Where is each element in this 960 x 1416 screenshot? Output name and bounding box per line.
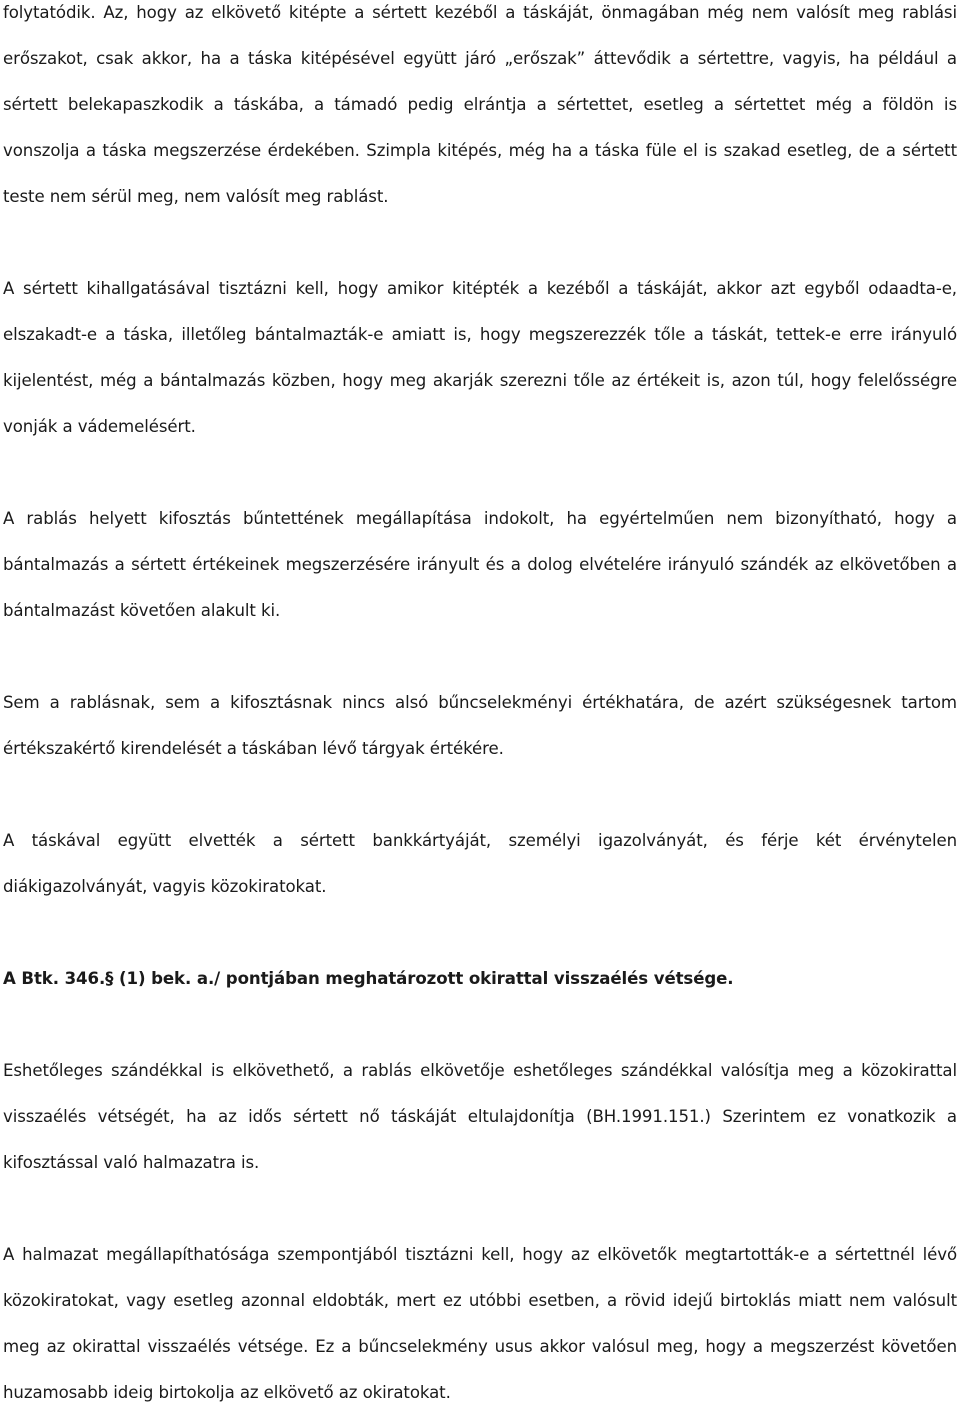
paragraph-3: A rablás helyett kifosztás bűntettének megállapítása indokolt, ha egyértelműen nem bizonyítható, hogy a bántalmazás a sértett értékeinek megszerzésére irányult és a dolog elvételére irányuló szándék az elkövetőben a bántalmazást követően alakult ki. xyxy=(3,509,957,620)
paragraph-5: A táskával együtt elvették a sértett bankkártyáját, személyi igazolványát, és férje két érvénytelen diákigazolványát, vagyis közokiratokat. xyxy=(3,831,957,896)
document-page xyxy=(3,0,957,1416)
paragraph-2: A sértett kihallgatásával tisztázni kell, hogy amikor kitépték a kezéből a táskáját, akkor azt egyből odaadta-e, elszakadt-e a táska, illetőleg bántalmazták-e amiatt is, hogy megszerezzék tőle a táskát, tettek-e erre irányuló kijelentést, még a bántalmazás közben, hogy meg akarják szerezni tőle az értékeit is, azon túl, hogy felelősségre vonják a vádemelésért. xyxy=(3,279,957,436)
paragraph-4: Sem a rablásnak, sem a kifosztásnak nincs alsó bűncselekményi értékhatára, de azért szükségesnek tartom értékszakértő kirendelését a táskában lévő tárgyak értékére. xyxy=(3,693,957,758)
paragraph-7: A halmazat megállapíthatósága szempontjából tisztázni kell, hogy az elkövetők megtartották-e a sértettnél lévő közokiratokat, vagy esetleg azonnal eldobták, mert ez utóbbi esetben, a rövid idejű birtoklás miatt nem valósult meg az okirattal visszaélés vétsége. Ez a bűncselekmény usus akkor valósul meg, hogy a megszerzést követően huzamosabb ideig birtokolja az elkövető az okiratokat. xyxy=(3,1245,957,1402)
paragraph-6: Eshetőleges szándékkal is elkövethető, a rablás elkövetője eshetőleges szándékkal valósítja meg a közokirattal visszaélés vétségét, ha az idős sértett nő táskáját eltulajdonítja (BH.1991.151.) Szerintem ez vonatkozik a kifosztással való halmazatra is. xyxy=(3,1061,957,1172)
paragraph-1: folytatódik. Az, hogy az elkövető kitépte a sértett kezéből a táskáját, önmagában még nem valósít meg rablási erőszakot, csak akkor, ha a táska kitépésével együtt járó „erőszak” áttevődik a sértettre, vagyis, ha például a sértett belekapaszkodik a táskába, a támadó pedig elrántja a sértettet, esetleg a sértettet még a földön is vonszolja a táska megszerzése érdekében. Szimpla kitépés, még ha a táska füle el is szakad esetleg, de a sértett teste nem sérül meg, nem valósít meg rablást. xyxy=(3,3,957,206)
section-heading: A Btk. 346.§ (1) bek. a./ pontjában meghatározott okirattal visszaélés vétsége. xyxy=(3,969,734,988)
